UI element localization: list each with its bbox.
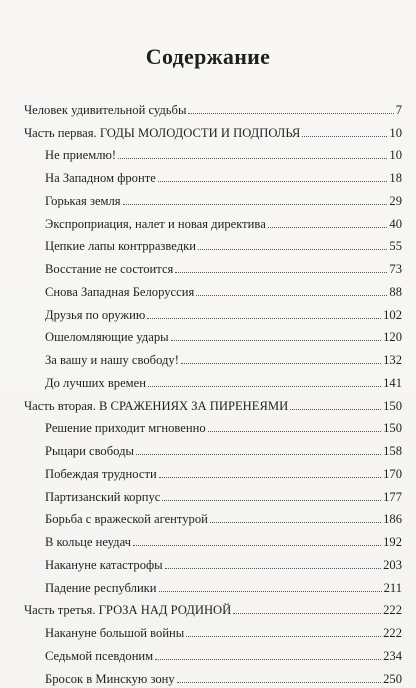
toc-entry-title: Накануне большой войны <box>45 626 185 640</box>
toc-page-number: 250 <box>383 671 402 686</box>
dot-leader <box>165 568 381 569</box>
toc-chapter-entry <box>24 458 402 481</box>
toc-chapter-entry <box>24 526 402 549</box>
toc-entry-title: Падение республики <box>45 580 157 595</box>
table-of-contents <box>24 94 402 686</box>
toc-chapter-entry <box>24 162 402 185</box>
toc-chapter-entry <box>24 435 402 458</box>
toc-page-number: 73 <box>389 262 402 276</box>
dot-leader <box>290 409 381 410</box>
dot-leader <box>148 386 381 387</box>
toc-part-entry <box>24 94 402 117</box>
toc-chapter-entry <box>24 322 402 345</box>
toc-chapter-entry <box>24 185 402 208</box>
toc-chapter-entry <box>24 276 402 299</box>
dot-leader <box>147 318 381 319</box>
toc-page-number: 55 <box>389 239 402 254</box>
toc-entry-title: Ошеломляющие удары <box>45 330 169 345</box>
toc-chapter-entry <box>24 617 402 640</box>
toc-entry-title: Человек удивительной судьбы <box>24 102 187 117</box>
toc-chapter-entry <box>24 253 402 276</box>
toc-chapter-entry <box>24 663 402 686</box>
toc-entry-title: За вашу и нашу свободу! <box>45 353 179 367</box>
dot-leader <box>159 591 382 592</box>
dot-leader <box>268 227 388 228</box>
toc-entry-title: До лучших времен <box>45 375 146 390</box>
dot-leader <box>175 272 387 273</box>
toc-page-number: 7 <box>395 102 402 117</box>
dot-leader <box>133 545 381 546</box>
toc-page-number: 10 <box>389 148 402 163</box>
toc-entry-title: Накануне катастрофы <box>45 557 163 572</box>
toc-page-number: 10 <box>389 125 402 140</box>
toc-page-number: 18 <box>389 171 402 185</box>
dot-leader <box>181 363 381 364</box>
toc-page-number: 234 <box>383 648 402 663</box>
toc-part-entry <box>24 390 402 413</box>
toc-entry-title: На Западном фронте <box>45 171 156 185</box>
dot-leader <box>136 454 381 455</box>
toc-page-number: 211 <box>383 580 402 595</box>
dot-leader <box>188 113 393 114</box>
toc-entry-title: Горькая земля <box>45 193 121 208</box>
toc-page-number: 132 <box>383 353 402 367</box>
dot-leader <box>233 613 381 614</box>
toc-page-number: 150 <box>383 421 402 436</box>
dot-leader <box>159 477 381 478</box>
toc-entry-title: Экспроприация, налет и новая директива <box>45 216 266 231</box>
toc-chapter-entry <box>24 367 402 390</box>
dot-leader <box>208 431 381 432</box>
toc-entry-title: Часть вторая. В СРАЖЕНИЯХ ЗА ПИРЕНЕЯМИ <box>24 398 289 413</box>
toc-chapter-entry <box>24 299 402 322</box>
dot-leader <box>198 249 387 250</box>
toc-chapter-entry <box>24 572 402 595</box>
dot-leader <box>162 500 381 501</box>
toc-part-entry <box>24 117 402 140</box>
dot-leader <box>171 340 381 341</box>
toc-entry-title: Бросок в Минскую зону <box>45 671 175 686</box>
toc-page-number: 192 <box>383 535 402 549</box>
toc-chapter-entry <box>24 231 402 254</box>
dot-leader <box>118 158 387 159</box>
toc-page-number: 150 <box>383 398 402 413</box>
toc-entry-title: Часть первая. ГОДЫ МОЛОДОСТИ И ПОДПОЛЬЯ <box>24 125 301 140</box>
dot-leader <box>155 659 381 660</box>
dot-leader <box>186 636 381 637</box>
toc-page-number: 88 <box>389 284 402 299</box>
toc-entry-title: Борьба с вражеской агентурой <box>45 512 208 527</box>
toc-entry-title: Рыцари свободы <box>45 444 134 458</box>
toc-page-number: 222 <box>383 603 402 618</box>
toc-entry-title: Побеждая трудности <box>45 466 157 481</box>
toc-chapter-entry <box>24 504 402 527</box>
toc-entry-title: Часть третья. ГРОЗА НАД РОДИНОЙ <box>24 603 232 618</box>
toc-entry-title: Партизанский корпус <box>45 489 161 504</box>
page-title: Содержание <box>145 44 271 69</box>
toc-entry-title: Восстание не состоится <box>45 262 174 276</box>
toc-entry-title: Цепкие лапы контрразведки <box>45 239 196 254</box>
toc-entry-title: Не приемлю! <box>45 148 117 163</box>
toc-entry-title: Седьмой псевдоним <box>45 648 154 663</box>
toc-chapter-entry <box>24 208 402 231</box>
toc-page-number: 29 <box>389 193 402 208</box>
toc-entry-title: В кольце неудач <box>45 535 132 549</box>
dot-leader <box>196 295 387 296</box>
toc-page-number: 40 <box>389 216 402 231</box>
toc-chapter-entry <box>24 140 402 163</box>
toc-page-number: 102 <box>383 307 402 322</box>
toc-page-number: 120 <box>383 330 402 345</box>
dot-leader <box>177 682 381 683</box>
toc-chapter-entry <box>24 344 402 367</box>
toc-page-number: 186 <box>383 512 402 527</box>
toc-chapter-entry <box>24 549 402 572</box>
toc-page-number: 177 <box>383 489 402 504</box>
toc-entry-title: Друзья по оружию <box>45 307 146 322</box>
dot-leader <box>158 181 388 182</box>
toc-chapter-entry <box>24 413 402 436</box>
toc-page-number: 158 <box>383 444 402 458</box>
toc-page-number: 203 <box>383 557 402 572</box>
toc-page-number: 170 <box>383 466 402 481</box>
dot-leader <box>123 204 388 205</box>
toc-part-entry <box>24 595 402 618</box>
toc-chapter-entry <box>24 640 402 663</box>
dot-leader <box>302 136 387 137</box>
toc-entry-title: Решение приходит мгновенно <box>45 421 206 436</box>
dot-leader <box>210 522 381 523</box>
toc-page-number: 222 <box>383 626 402 640</box>
toc-entry-title: Снова Западная Белоруссия <box>45 284 195 299</box>
toc-chapter-entry <box>24 481 402 504</box>
toc-page-number: 141 <box>383 375 402 390</box>
